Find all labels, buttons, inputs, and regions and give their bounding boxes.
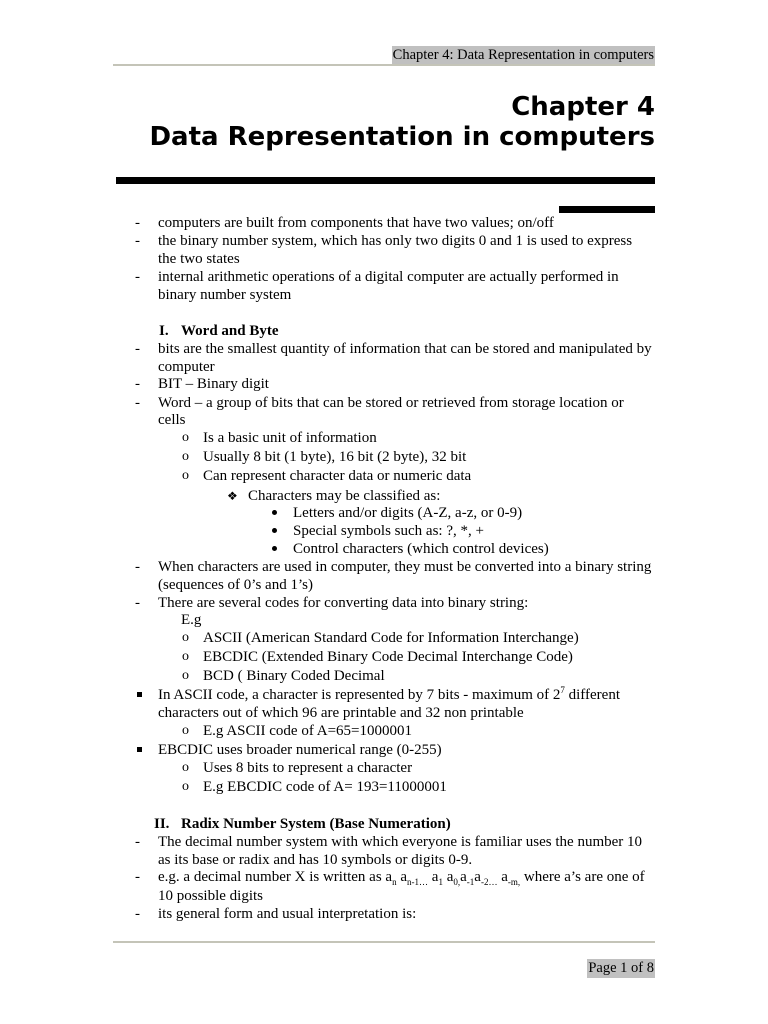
superscript: 7 [560, 685, 565, 695]
running-header: Chapter 4: Data Representation in computers [392, 47, 654, 63]
sub-item: Usually 8 bit (1 byte), 16 bit (2 byte), 32 bit [203, 449, 467, 465]
title-underline-tail [559, 206, 655, 213]
ring-bullet: o [182, 630, 189, 645]
section-heading: Radix Number System (Base Numeration) [181, 816, 451, 832]
example-label: E.g [181, 612, 202, 628]
list-item-cont: computer [158, 359, 215, 375]
ring-bullet: o [182, 468, 189, 483]
section-number: I. [159, 323, 169, 339]
list-item: computers are built from components that have two values; on/off [158, 215, 554, 231]
list-item-cont: 10 possible digits [158, 888, 264, 904]
ring-bullet: o [182, 779, 189, 794]
ring-bullet: o [182, 723, 189, 738]
page-number: 1 [620, 960, 628, 976]
dash-marker: - [135, 595, 140, 611]
list-item: bits are the smallest quantity of information that can be stored and manipulated by [158, 341, 652, 357]
sub-item: EBCDIC (Extended Binary Code Decimal Interchange Code) [203, 649, 573, 665]
dash-marker: - [135, 269, 140, 285]
chapter-title: Data Representation in computers [149, 122, 655, 152]
section-heading: Word and Byte [181, 323, 279, 339]
dash-marker: - [135, 559, 140, 575]
sub-item: E.g ASCII code of A=65=1000001 [203, 723, 412, 739]
dash-marker: - [135, 376, 140, 392]
sub-item: Uses 8 bits to represent a character [203, 760, 413, 776]
bullet-item: Letters and/or digits (A-Z, a-z, or 0-9) [293, 505, 523, 521]
dash-marker: - [135, 395, 140, 411]
title-underline [116, 177, 655, 184]
bullet-item: Special symbols such as: ?, *, + [293, 523, 484, 539]
decimal-notation-line: e.g. a decimal number X is written as $a_n$ $a_{n-1\dots}$ $a_1$ $a_{0,}a_{-1}a_{-2\dots}$ $a_{-m,}$ where a’s are one of [158, 869, 645, 887]
header-rule [113, 64, 655, 66]
dash-marker: - [135, 341, 140, 357]
ring-bullet: o [182, 649, 189, 664]
list-item: There are several codes for converting data into binary string: [158, 595, 529, 611]
list-item-cont: as its base or radix and has 10 symbols or digits 0-9. [158, 852, 473, 868]
list-item-cont: cells [158, 412, 186, 428]
dash-marker: - [135, 869, 140, 885]
list-item: Word – a group of bits that can be stored or retrieved from storage location or [158, 395, 624, 411]
ring-bullet: o [182, 760, 189, 775]
list-item: EBCDIC uses broader numerical range (0-255) [158, 742, 442, 758]
dash-marker: - [135, 906, 140, 922]
square-bullet [137, 747, 142, 752]
list-item: The decimal number system with which everyone is familiar uses the number 10 [158, 834, 643, 850]
disc-bullet [272, 510, 277, 515]
list-item-cont: the two states [158, 251, 240, 267]
sub-item: ASCII (American Standard Code for Information Interchange) [203, 630, 579, 646]
disc-bullet [272, 546, 277, 551]
list-item: BIT – Binary digit [158, 376, 269, 392]
ascii-line: In ASCII code, a character is represented by 7 bits - maximum of $2^7$ different [158, 685, 621, 703]
section-number: II. [154, 816, 170, 832]
sub-sub-item: Characters may be classified as: [248, 488, 441, 504]
list-item: its general form and usual interpretation is: [158, 906, 417, 922]
sub-item: Is a basic unit of information [203, 430, 377, 446]
list-item: the binary number system, which has only two digits 0 and 1 is used to express [158, 233, 633, 249]
sub-item: BCD ( Binary Coded Decimal [203, 668, 385, 684]
dash-marker: - [135, 233, 140, 249]
list-item-cont: (sequences of 0’s and 1’s) [158, 577, 313, 593]
sub-item: Can represent character data or numeric data [203, 468, 472, 484]
ring-bullet: o [182, 668, 189, 683]
list-item-cont: binary number system [158, 287, 292, 303]
list-item: When characters are used in computer, they must be converted into a binary string [158, 559, 652, 575]
page-footer: Page 1 of 8 [588, 960, 654, 976]
page-total: 8 [646, 960, 654, 976]
chapter-number: Chapter 4 [511, 92, 655, 122]
disc-bullet [272, 528, 277, 533]
footer-rule [113, 941, 655, 943]
dash-marker: - [135, 215, 140, 231]
ring-bullet: o [182, 430, 189, 445]
dash-marker: - [135, 834, 140, 850]
square-bullet [137, 692, 142, 697]
sub-item: E.g EBCDIC code of A= 193=11000001 [203, 779, 447, 795]
list-item-cont: characters out of which 96 are printable and 32 non printable [158, 705, 524, 721]
list-item: internal arithmetic operations of a digital computer are actually performed in [158, 269, 619, 285]
diamond-bullet: ❖ [227, 489, 238, 503]
ring-bullet: o [182, 449, 189, 464]
bullet-item: Control characters (which control devices) [293, 541, 549, 557]
